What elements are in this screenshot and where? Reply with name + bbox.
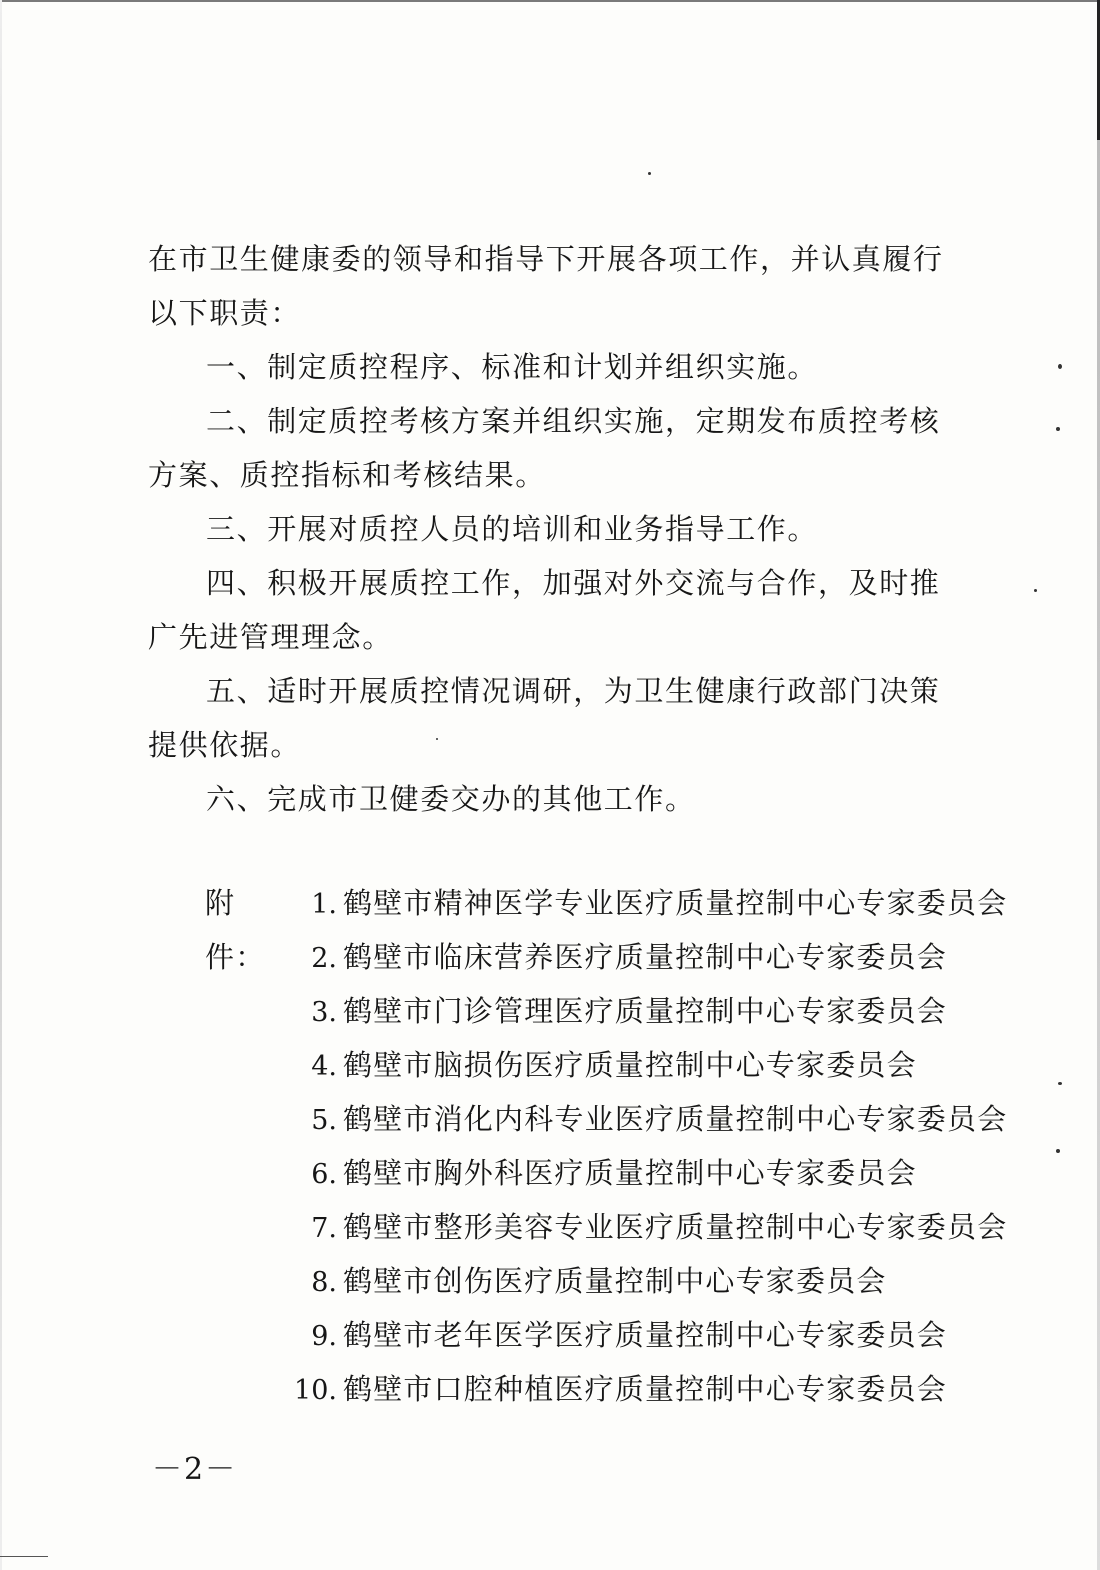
- paragraph-duty-3: 三、开展对质控人员的培训和业务指导工作。: [206, 512, 819, 546]
- attachments-label: 附件：: [205, 886, 266, 974]
- attachment-title: 鹤壁市口腔种植医疗质量控制中心专家委员会: [343, 1372, 948, 1406]
- attachment-title: 鹤壁市老年医学医疗质量控制中心专家委员会: [343, 1318, 948, 1352]
- attachment-title: 鹤壁市门诊管理医疗质量控制中心专家委员会: [343, 994, 948, 1028]
- attachment-number: 4.: [311, 1051, 337, 1082]
- scan-speck: [1058, 364, 1062, 369]
- attachment-title: 鹤壁市脑损伤医疗质量控制中心专家委员会: [343, 1048, 917, 1082]
- attachment-title: 鹤壁市消化内科专业医疗质量控制中心专家委员会: [343, 1102, 1008, 1136]
- attachment-number: 9.: [311, 1321, 337, 1352]
- attachment-number: 5.: [311, 1105, 337, 1136]
- scan-speck: [1034, 589, 1037, 592]
- attachment-number: 1.: [311, 889, 337, 920]
- attachment-item: [205, 984, 965, 1038]
- attachment-number: 7.: [311, 1213, 337, 1244]
- paragraph-duty-2: 二、制定质控考核方案并组织实施，定期发布质控考核方案、质控指标和考核结果。: [148, 404, 941, 492]
- attachment-item: [205, 930, 965, 984]
- attachment-title: 鹤壁市创伤医疗质量控制中心专家委员会: [343, 1264, 887, 1298]
- attachment-number: 3.: [311, 997, 337, 1028]
- attachment-title: 鹤壁市临床营养医疗质量控制中心专家委员会: [343, 940, 948, 974]
- attachment-item: [205, 1308, 965, 1362]
- attachment-title: 鹤壁市胸外科医疗质量控制中心专家委员会: [343, 1156, 917, 1190]
- attachments-list: [205, 876, 1008, 1416]
- scan-speck: [648, 172, 651, 175]
- scan-edge-bottom: [0, 1556, 48, 1557]
- paragraph-duty-1: 一、制定质控程序、标准和计划并组织实施。: [206, 350, 819, 384]
- attachment-number: 10.: [294, 1375, 337, 1406]
- scan-speck: [1056, 1149, 1060, 1153]
- attachment-item: [205, 1254, 965, 1308]
- paragraph-duty-5: 五、适时开展质控情况调研，为卫生健康行政部门决策提供依据。: [148, 674, 941, 762]
- attachment-item: [205, 1092, 1008, 1146]
- attachment-item: [205, 1146, 965, 1200]
- scan-edge-left: [0, 0, 2, 1570]
- attachment-title: 鹤壁市整形美容专业医疗质量控制中心专家委员会: [343, 1210, 1008, 1244]
- attachment-number: 6.: [311, 1159, 337, 1190]
- attachment-item: [205, 1038, 965, 1092]
- paragraph-duty-4: 四、积极开展质控工作，加强对外交流与合作，及时推广先进管理理念。: [148, 566, 941, 654]
- paragraph-duty-6: 六、完成市卫健委交办的其他工作。: [206, 782, 696, 816]
- page-number: －2－: [152, 1452, 238, 1487]
- attachment-number: 8.: [311, 1267, 337, 1298]
- scan-edge-top: [0, 0, 1100, 2]
- attachment-item: [205, 1200, 1008, 1254]
- attachment-item: [205, 1362, 965, 1416]
- paragraph-intro: 在市卫生健康委的领导和指导下开展各项工作，并认真履行以下职责：: [148, 242, 944, 330]
- attachment-title: 鹤壁市精神医学专业医疗质量控制中心专家委员会: [343, 886, 1008, 920]
- attachment-number: 2.: [311, 943, 337, 974]
- document-body: [148, 232, 958, 826]
- scan-speck: [1056, 427, 1060, 431]
- scan-speck: [1058, 1082, 1062, 1085]
